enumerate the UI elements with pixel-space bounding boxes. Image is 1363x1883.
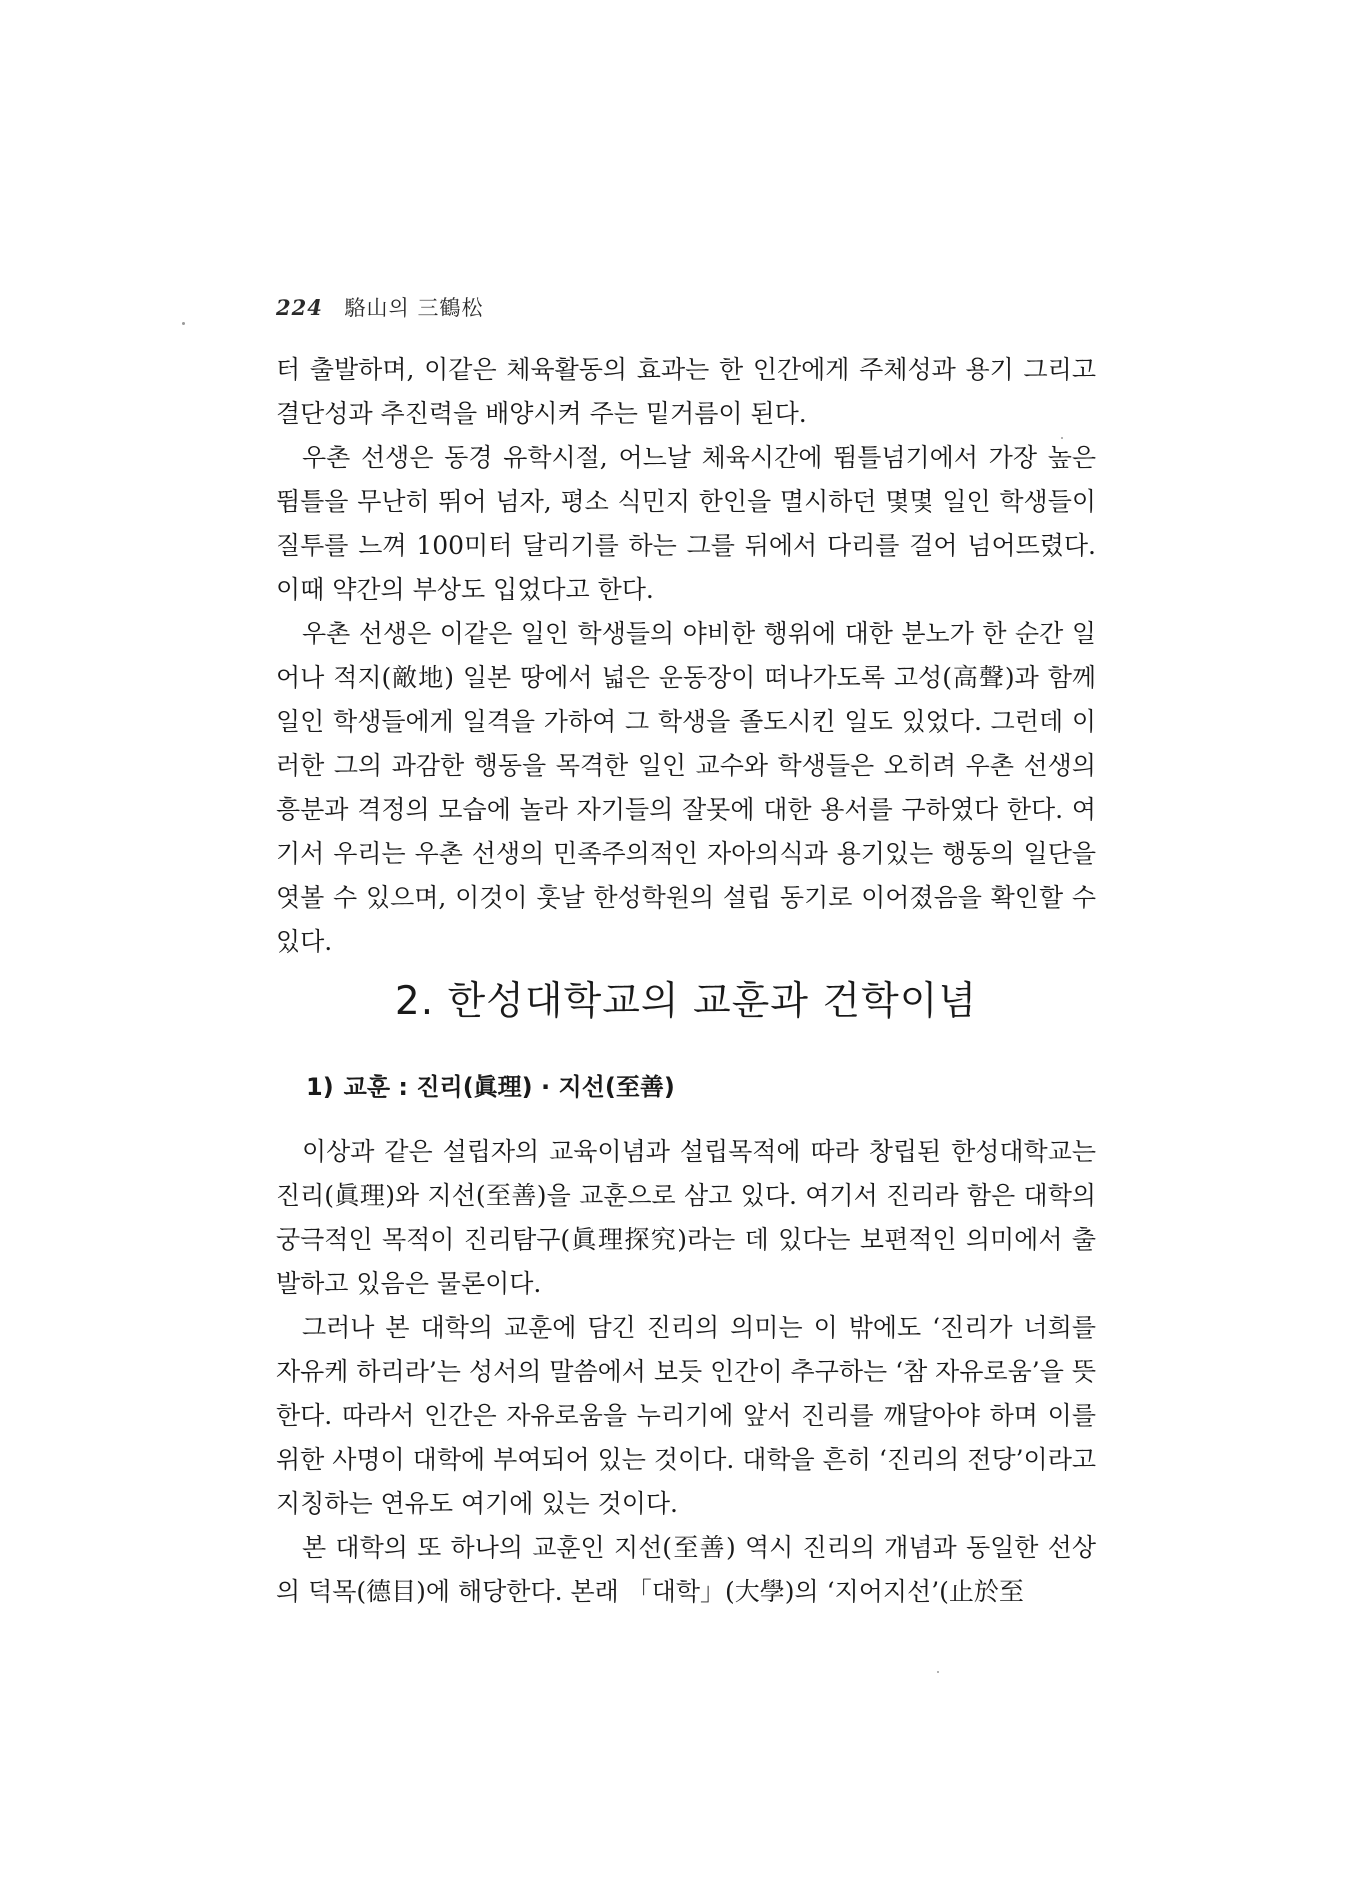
page-number: 224 [276, 295, 323, 320]
book-title: 駱山의 三鶴松 [344, 296, 484, 320]
paragraph: 터 출발하며, 이같은 체육활동의 효과는 한 인간에게 주체성과 용기 그리고 결단성과 추진력을 배양시켜 주는 밑거름이 된다. [276, 355, 1096, 428]
scan-speck [182, 322, 185, 325]
paragraph: 우촌 선생은 이같은 일인 학생들의 야비한 행위에 대한 분노가 한 순간 일어나 적지(敵地) 일본 땅에서 넓은 운동장이 떠나가도록 고성(高聲)과 함께 일인 학생들에게 일격을 가하여 그 학생을 졸도시킨 일도 있었다. 그런데 이러한 그의 과감한 행동을 목격한 일인 교수와 학생들은 오히려 우촌 선생의 흥분과 격정의 모습에 놀라 자기들의 잘못에 대한 용서를 구하였다 한다. 여기서 우리는 우촌 선생의 민족주의적인 자아의식과 용기있는 행동의 일단을 엿볼 수 있으며, 이것이 훗날 한성학원의 설립 동기로 이어졌음을 확인할 수 있다. [276, 619, 1096, 956]
running-header [276, 292, 484, 322]
paragraph: 우촌 선생은 동경 유학시절, 어느날 체육시간에 뜀틀넘기에서 가장 높은 뜀틀을 무난히 뛰어 넘자, 평소 식민지 한인을 멸시하던 몇몇 일인 학생들이 질투를 느껴 100미터 달리기를 하는 그를 뒤에서 다리를 걸어 넘어뜨렸다. 이때 약간의 부상도 입었다고 한다. [276, 443, 1096, 604]
paragraph: 그러나 본 대학의 교훈에 담긴 진리의 의미는 이 밖에도 ‘진리가 너희를 자유케 하리라’는 성서의 말씀에서 보듯 인간이 추구하는 ‘참 자유로움’을 뜻한다. 따라서 인간은 자유로움을 누리기에 앞서 진리를 깨달아야 하며 이를 위한 사명이 대학에 부여되어 있는 것이다. 대학을 흔히 ‘진리의 전당’이라고 지칭하는 연유도 여기에 있는 것이다. [276, 1313, 1096, 1518]
paragraph: 이상과 같은 설립자의 교육이념과 설립목적에 따라 창립된 한성대학교는 진리(眞理)와 지선(至善)을 교훈으로 삼고 있다. 여기서 진리라 함은 대학의 궁극적인 목적이 진리탐구(眞理探究)라는 데 있다는 보편적인 의미에서 출발하고 있음은 물론이다. [276, 1137, 1096, 1298]
subsection-number: 1) [306, 1073, 334, 1101]
subsection-heading [306, 1067, 675, 1102]
paragraph: 본 대학의 또 하나의 교훈인 지선(至善) 역시 진리의 개념과 동일한 선상의 덕목(德目)에 해당한다. 본래 「대학」(大學)의 ‘지어지선’(止於至 [276, 1533, 1096, 1606]
section-1-body [276, 348, 1096, 964]
scan-speck [937, 1671, 939, 1673]
section-heading: 2. 한성대학교의 교훈과 건학이념 [394, 979, 978, 1024]
section-2-body [276, 1130, 1096, 1614]
subsection-title: 교훈 : 진리(眞理) · 지선(至善) [343, 1073, 675, 1101]
